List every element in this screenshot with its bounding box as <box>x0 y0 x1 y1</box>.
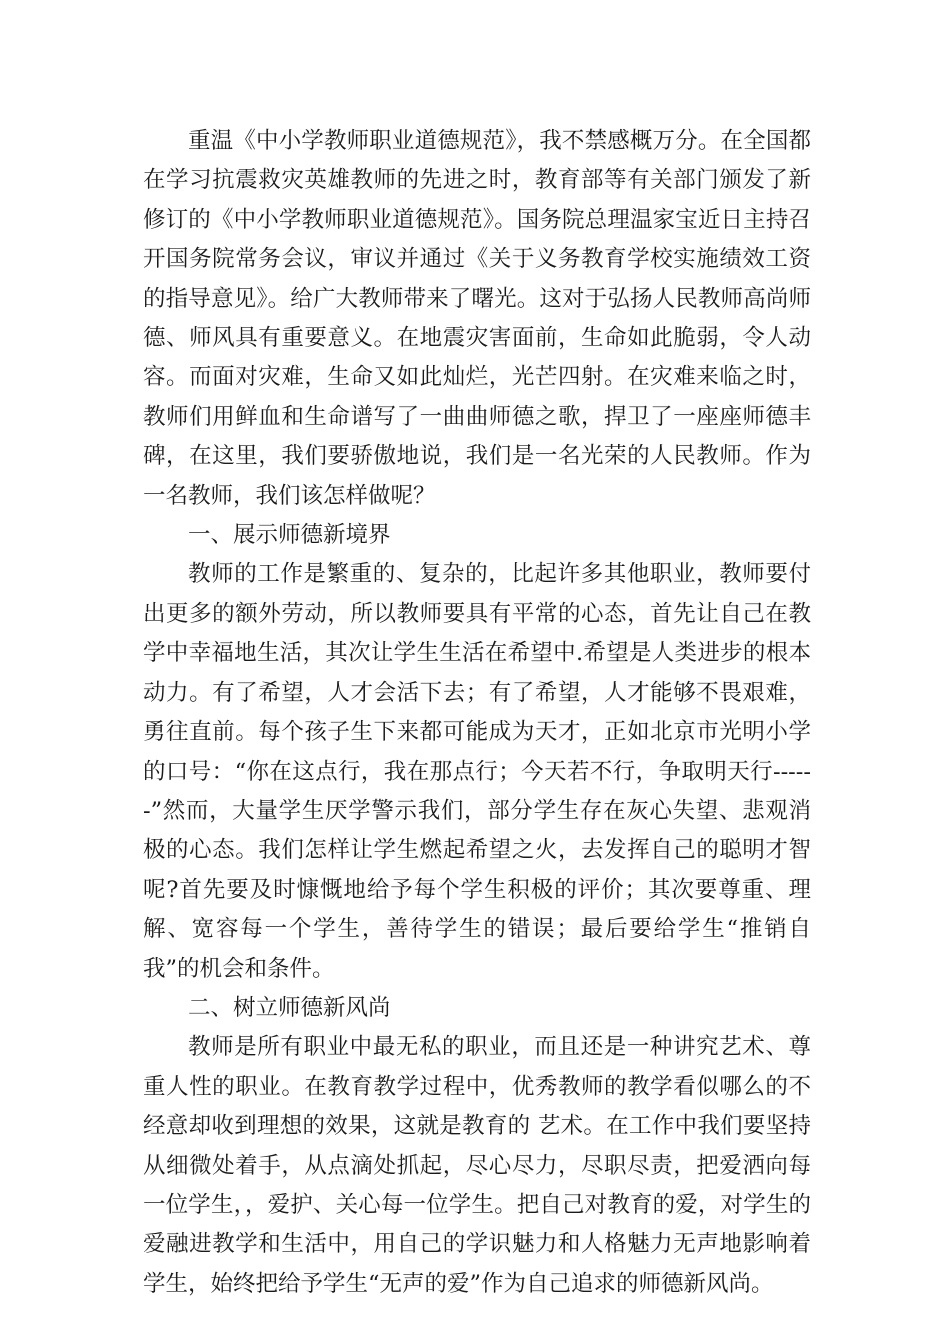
section-heading-2: 二、树立师德新风尚 <box>188 994 391 1021</box>
intro-paragraph: 重温《中小学教师职业道德规范》，我不禁感概万分。在全国都在学习抗震救灾英雄教师的先进之时，教育部等有关部门颁发了新修订的《中小学教师职业道德规范》。国务院总理温家宝近日主持召开国务院常务会议，审议并通过《关于义务教育学校实施绩效工资的指导意见》。给广大教师带来了曙光。这对于弘扬人民教师高尚师德、师风具有重要意义。在地震灾害面前，生命如此脆弱，令人动容。而面对灾难，生命又如此灿烂，光芒四射。在灾难来临之时，教师们用鲜血和生命谱写了一曲曲师德之歌，捍卫了一座座师德丰碑，在这里，我们要骄傲地说，我们是一名光荣的人民教师。作为一名教师，我们该怎样做呢？ <box>143 128 811 509</box>
section-1-paragraph: 教师的工作是繁重的、复杂的，比起许多其他职业，教师要付出更多的额外劳动，所以教师要具有平常的心态，首先让自己在教学中幸福地生活，其次让学生生活在希望中.希望是人类进步的根本动力。有了希望，人才会活下去；有了希望，人才能够不畏艰难，勇往直前。每个孩子生下来都可能成为天才，正如北京市光明小学的口号：“你在这点行，我在那点行；今天若不行，争取明天行------”然而，大量学生厌学警示我们，部分学生存在灰心失望、悲观消极的心态。我们怎样让学生燃起希望之火，去发挥自己的聪明才智呢?首先要及时慷慨地给予每个学生积极的评价；其次要尊重、理解、宽容每一个学生，善待学生的错误；最后要给学生“推销自我”的机会和条件。 <box>143 561 811 982</box>
section-heading-1: 一、展示师德新境界 <box>188 522 391 549</box>
section-2-paragraph: 教师是所有职业中最无私的职业，而且还是一种讲究艺术、尊重人性的职业。在教育教学过程中，优秀教师的教学看似哪么的不经意却收到理想的效果，这就是教育的 艺术。在工作中我们要坚持从细微处着手，从点滴处抓起，尽心尽力，尽职尽责，把爱洒向每一位学生，，爱护、关心每一位学生。把自己对教育的爱，对学生的爱融进教学和生活中，用自己的学识魅力和人格魅力无声地影响着学生，始终把给予学生“无声的爱”作为自己追求的师德新风尚。 <box>143 1034 811 1297</box>
document-body <box>143 122 811 1304</box>
